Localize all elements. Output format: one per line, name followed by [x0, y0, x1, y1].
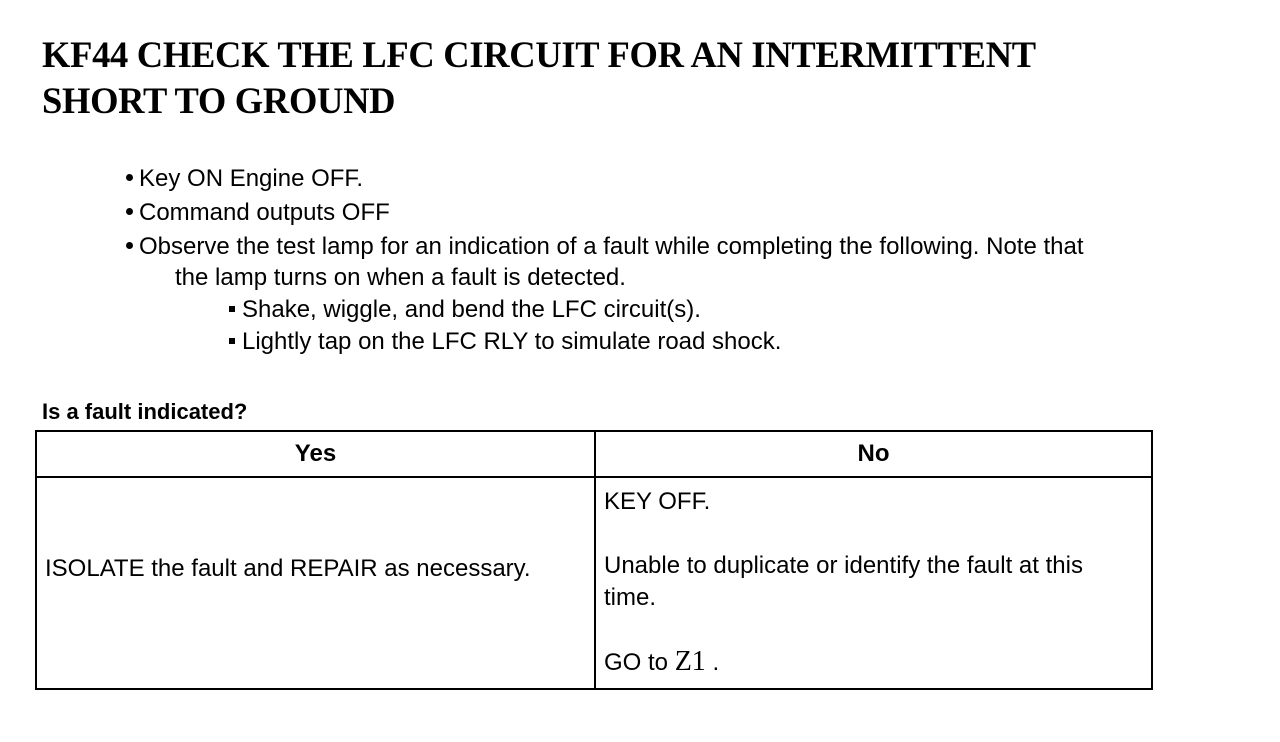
yes-cell [36, 477, 595, 689]
goto-prefix: GO to [604, 649, 675, 676]
table-row [36, 477, 1152, 689]
goto-instruction [604, 646, 1141, 679]
title-line-1: KF44 CHECK THE LFC CIRCUIT FOR AN INTERMITTENT [42, 34, 1036, 75]
sub-step-item [229, 294, 701, 326]
sub-step-text: Lightly tap on the LFC RLY to simulate road shock. [242, 328, 782, 355]
bullet-icon [126, 208, 133, 215]
bullet-icon [126, 242, 133, 249]
square-bullet-icon [229, 306, 235, 312]
square-bullet-icon [229, 338, 235, 344]
yes-action-text: ISOLATE the fault and REPAIR as necessary. [45, 555, 531, 582]
no-cell [595, 477, 1152, 689]
no-action-text: Unable to duplicate or identify the fault at this time. [604, 552, 1083, 611]
yes-header: Yes [36, 431, 595, 477]
step-text: Observe the test lamp for an indication of a fault while completing the following. Note that [139, 233, 1084, 260]
step-item [126, 197, 390, 229]
step-continuation: the lamp turns on when a fault is detected. [175, 264, 626, 291]
step-text: Key ON Engine OFF. [139, 165, 364, 192]
goto-link-z1[interactable]: Z1 [674, 646, 706, 677]
table-header-row [36, 431, 1152, 477]
step-text: Command outputs OFF [139, 199, 390, 226]
goto-suffix: . [705, 649, 720, 676]
decision-question: Is a fault indicated? [42, 399, 248, 424]
step-item [126, 163, 363, 195]
no-action-key-off: KEY OFF. [604, 488, 711, 515]
no-header: No [595, 431, 1152, 477]
title-line-2: SHORT TO GROUND [42, 80, 396, 121]
decision-table [35, 430, 1153, 690]
sub-step-item [229, 326, 781, 358]
step-item [126, 231, 1084, 263]
bullet-icon [126, 174, 133, 181]
sub-step-text: Shake, wiggle, and bend the LFC circuit(s). [242, 296, 701, 323]
